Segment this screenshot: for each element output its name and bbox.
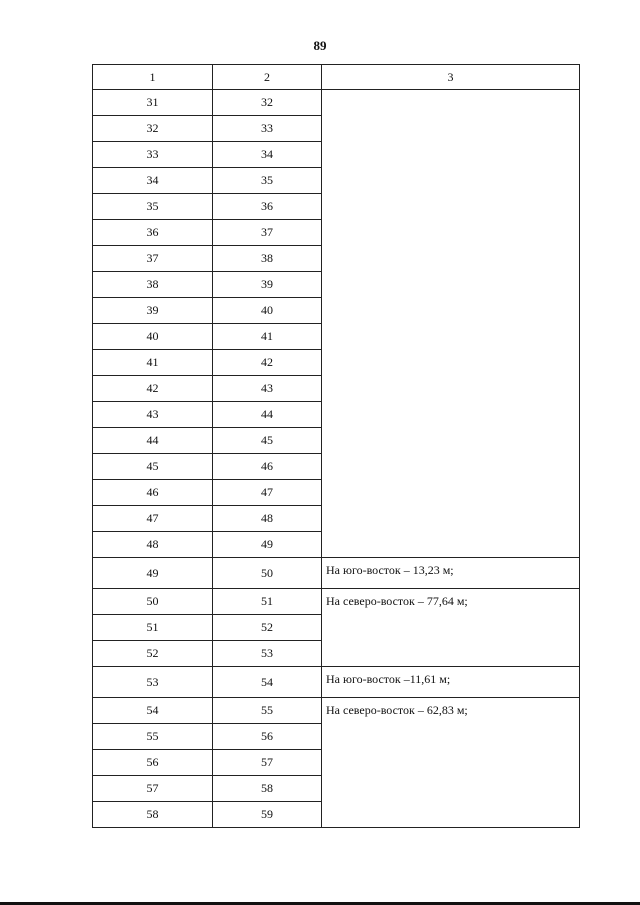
table-row xyxy=(93,667,580,698)
point-from: 33 xyxy=(93,142,213,168)
point-from: 49 xyxy=(93,558,213,589)
point-from: 54 xyxy=(93,698,213,724)
coordinates-table xyxy=(92,64,580,828)
table-row xyxy=(93,90,580,116)
direction-description: На юго-восток –11,61 м; xyxy=(322,667,580,698)
point-from: 44 xyxy=(93,428,213,454)
point-to: 54 xyxy=(213,667,322,698)
point-to: 45 xyxy=(213,428,322,454)
point-from: 38 xyxy=(93,272,213,298)
point-from: 37 xyxy=(93,246,213,272)
point-to: 36 xyxy=(213,194,322,220)
point-to: 41 xyxy=(213,324,322,350)
point-to: 49 xyxy=(213,532,322,558)
point-from: 56 xyxy=(93,750,213,776)
point-from: 57 xyxy=(93,776,213,802)
point-to: 46 xyxy=(213,454,322,480)
point-from: 46 xyxy=(93,480,213,506)
table-row xyxy=(93,558,580,589)
point-to: 34 xyxy=(213,142,322,168)
point-to: 32 xyxy=(213,90,322,116)
point-to: 37 xyxy=(213,220,322,246)
table-row xyxy=(93,698,580,724)
column-header-2: 2 xyxy=(213,65,322,90)
point-to: 43 xyxy=(213,376,322,402)
point-from: 47 xyxy=(93,506,213,532)
point-to: 42 xyxy=(213,350,322,376)
point-from: 35 xyxy=(93,194,213,220)
page-number: 89 xyxy=(313,38,327,53)
point-from: 53 xyxy=(93,667,213,698)
point-to: 59 xyxy=(213,802,322,828)
point-from: 42 xyxy=(93,376,213,402)
point-from: 50 xyxy=(93,589,213,615)
point-to: 58 xyxy=(213,776,322,802)
point-to: 57 xyxy=(213,750,322,776)
point-to: 50 xyxy=(213,558,322,589)
point-to: 35 xyxy=(213,168,322,194)
point-from: 40 xyxy=(93,324,213,350)
point-from: 32 xyxy=(93,116,213,142)
table-row xyxy=(93,589,580,615)
point-to: 56 xyxy=(213,724,322,750)
point-to: 52 xyxy=(213,615,322,641)
point-from: 34 xyxy=(93,168,213,194)
point-from: 55 xyxy=(93,724,213,750)
column-header-1: 1 xyxy=(93,65,213,90)
point-from: 41 xyxy=(93,350,213,376)
direction-description: На северо-восток – 77,64 м; xyxy=(322,589,580,667)
point-to: 53 xyxy=(213,641,322,667)
point-to: 55 xyxy=(213,698,322,724)
point-from: 36 xyxy=(93,220,213,246)
point-from: 58 xyxy=(93,802,213,828)
column-header-3: 3 xyxy=(322,65,580,90)
point-to: 48 xyxy=(213,506,322,532)
direction-description: На северо-восток – 62,83 м; xyxy=(322,698,580,828)
point-from: 48 xyxy=(93,532,213,558)
table-header-row xyxy=(93,65,580,90)
point-from: 52 xyxy=(93,641,213,667)
point-from: 45 xyxy=(93,454,213,480)
point-to: 40 xyxy=(213,298,322,324)
point-to: 39 xyxy=(213,272,322,298)
point-from: 39 xyxy=(93,298,213,324)
point-to: 44 xyxy=(213,402,322,428)
point-to: 47 xyxy=(213,480,322,506)
point-to: 38 xyxy=(213,246,322,272)
point-to: 33 xyxy=(213,116,322,142)
point-from: 31 xyxy=(93,90,213,116)
direction-description: На юго-восток – 13,23 м; xyxy=(322,558,580,589)
point-to: 51 xyxy=(213,589,322,615)
direction-description xyxy=(322,90,580,558)
point-from: 51 xyxy=(93,615,213,641)
point-from: 43 xyxy=(93,402,213,428)
